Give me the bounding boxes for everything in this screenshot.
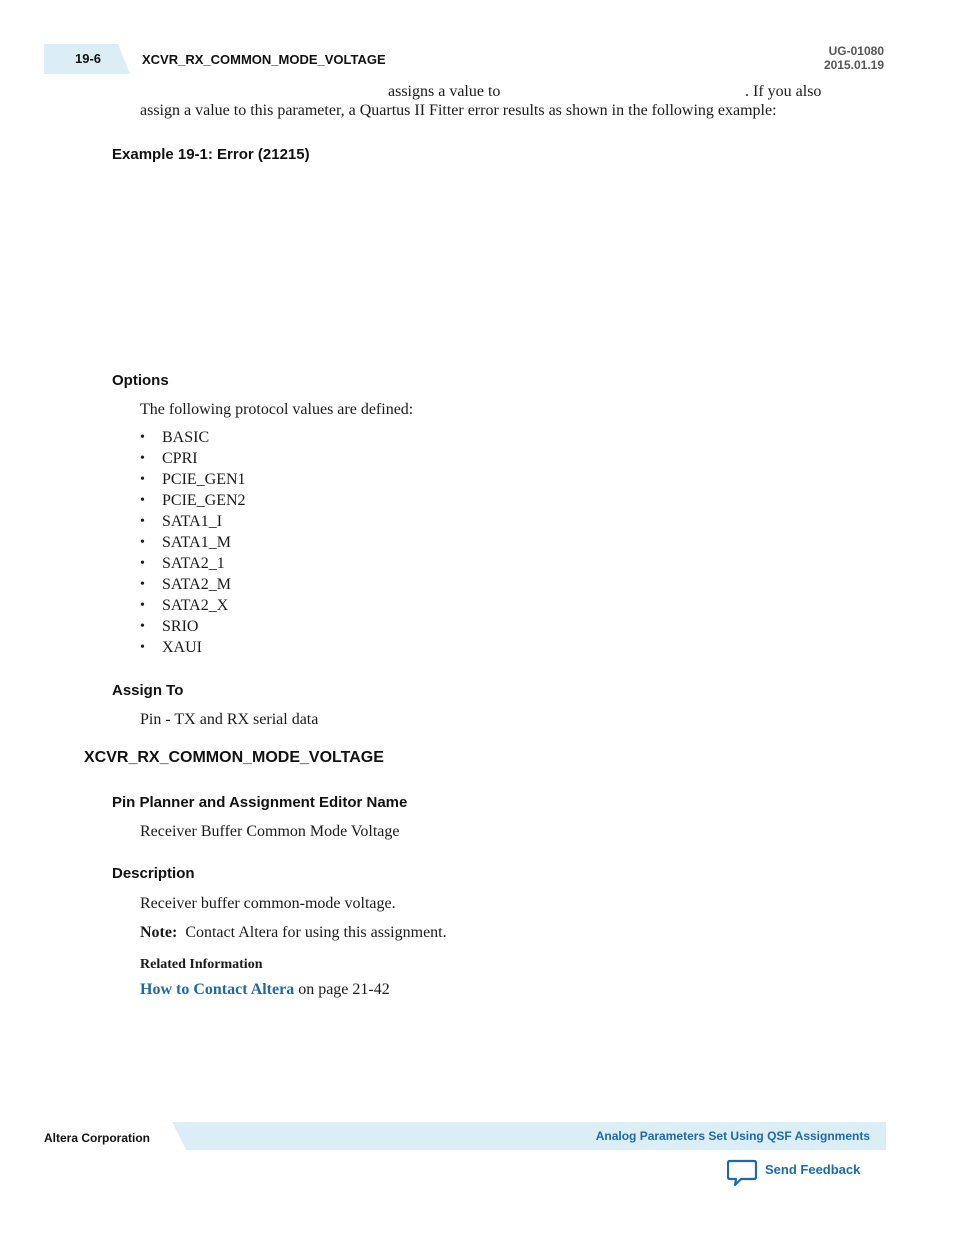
related-information-heading: Related Information [140, 957, 263, 972]
list-item: • SATA2_1 [140, 553, 246, 574]
description-heading: Description [112, 865, 195, 882]
list-item: • CPRI [140, 448, 246, 469]
list-item: • SATA2_X [140, 595, 246, 616]
related-link-suffix: on page 21-42 [298, 981, 390, 998]
list-item: • XAUI [140, 637, 246, 658]
section-title: XCVR_RX_COMMON_MODE_VOLTAGE [84, 749, 384, 766]
page-number: 19-6 [74, 51, 102, 66]
list-item: • SATA1_I [140, 511, 246, 532]
options-heading: Options [112, 372, 169, 389]
list-item: • SRIO [140, 616, 246, 637]
footer-section-link[interactable]: Analog Parameters Set Using QSF Assignments [595, 1129, 870, 1143]
assign-to-heading: Assign To [112, 682, 184, 699]
related-information-line [140, 980, 390, 999]
how-to-contact-altera-link[interactable]: How to Contact Altera [140, 981, 295, 998]
intro-line2: assign a value to this parameter, a Quartus II Fitter error results as shown in the following example: [140, 102, 777, 119]
list-item: • SATA2_M [140, 574, 246, 595]
running-header-title: XCVR_RX_COMMON_MODE_VOLTAGE [142, 52, 386, 67]
send-feedback-link[interactable]: Send Feedback [765, 1162, 861, 1177]
note-label: Note: [140, 924, 178, 941]
example-heading: Example 19-1: Error (21215) [112, 146, 310, 163]
footer-company: Altera Corporation [44, 1131, 151, 1145]
pin-planner-heading: Pin Planner and Assignment Editor Name [112, 794, 408, 811]
list-item: • SATA1_M [140, 532, 246, 553]
list-item: • BASIC [140, 427, 246, 448]
document-id-block [824, 44, 884, 72]
intro-line1-part2: . If you also [745, 83, 822, 100]
note [140, 923, 447, 942]
document-id: UG-01080 [828, 44, 884, 58]
options-intro: The following protocol values are defined: [140, 401, 414, 418]
intro-line1-part1: assigns a value to [388, 83, 501, 100]
assign-to-text: Pin - TX and RX serial data [140, 711, 319, 728]
note-text: Contact Altera for using this assignment. [185, 924, 447, 941]
protocol-values-list [140, 427, 246, 658]
list-item: • PCIE_GEN2 [140, 490, 246, 511]
feedback-speech-bubble-icon[interactable] [727, 1159, 757, 1187]
document-date: 2015.01.19 [823, 58, 884, 72]
list-item: • PCIE_GEN1 [140, 469, 246, 490]
description-text: Receiver buffer common-mode voltage. [140, 895, 396, 912]
pin-planner-text: Receiver Buffer Common Mode Voltage [140, 823, 400, 840]
